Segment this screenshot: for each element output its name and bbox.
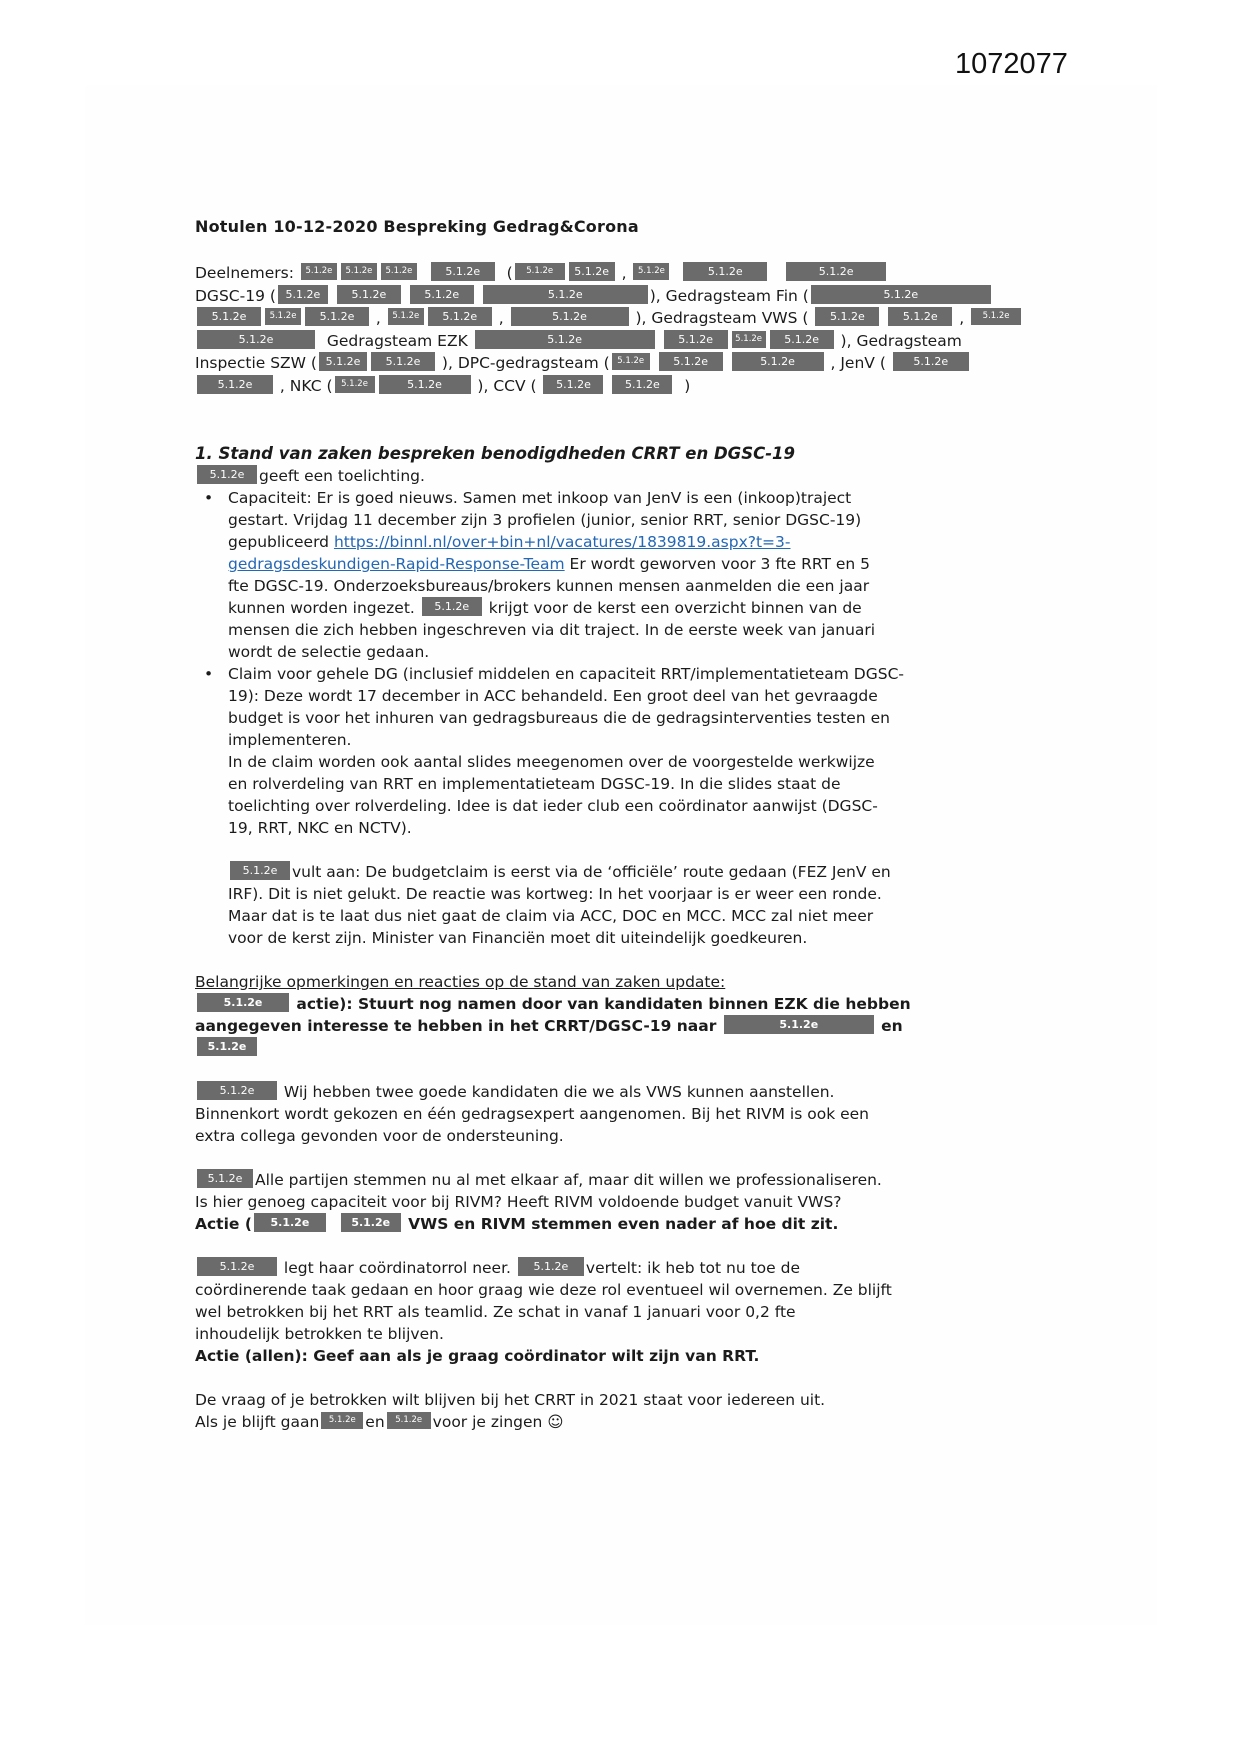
text-run: Alle partijen stemmen nu al met elkaar af, maar dit willen we professionaliseren. — [255, 1171, 882, 1189]
doc-line — [195, 397, 975, 443]
doc-line — [195, 285, 975, 308]
redaction-box: 5.1.2e — [732, 352, 824, 371]
text-run: vult aan: De budgetclaim is eerst via de ‘officiële’ route gedaan (FEZ JenV en — [292, 863, 891, 881]
doc-line — [195, 531, 975, 553]
redaction-box: 5.1.2e — [475, 330, 655, 349]
doc-line — [195, 795, 975, 817]
redaction-box: 5.1.2e — [971, 308, 1021, 325]
doc-line — [195, 861, 975, 883]
doc-line — [195, 883, 975, 905]
text-run: , — [371, 309, 386, 327]
doc-line — [195, 509, 975, 531]
redaction-box: 5.1.2e — [732, 331, 766, 348]
text-run: Binnenkort wordt gekozen en één gedragsexpert aangenomen. Bij het RIVM is ook een — [195, 1105, 870, 1123]
doc-line — [195, 1169, 975, 1191]
doc-line — [195, 307, 1010, 330]
text-run: legt haar coördinatorrol neer. — [279, 1259, 516, 1277]
doc-line — [195, 949, 975, 971]
text-run: Maar dat is te laat dus niet gaat de claim via ACC, DOC en MCC. MCC zal niet meer — [228, 907, 874, 925]
redaction-box: 5.1.2e — [230, 861, 290, 880]
doc-line — [195, 1059, 975, 1081]
redaction-box: 5.1.2e — [770, 330, 834, 349]
doc-line — [195, 685, 975, 707]
doc-line — [195, 971, 975, 993]
text-run: Gedragsteam EZK — [317, 331, 473, 350]
text-run: Deelnemers: — [195, 264, 299, 282]
text-run: geeft een toelichting. — [259, 467, 425, 485]
text-run: budget is voor het inhuren van gedragsbureaus die de gedragsinterventies testen en — [228, 709, 890, 727]
doc-line — [195, 216, 975, 238]
redaction-box: 5.1.2e — [724, 1015, 874, 1034]
text-run: , NKC ( — [275, 376, 333, 395]
document-content — [195, 216, 1010, 1433]
text-run: ), Gedragsteam VWS ( — [630, 309, 814, 327]
text-run: ), Gedragsteam — [835, 331, 962, 350]
redaction-box: 5.1.2e — [379, 375, 471, 394]
text-run: implementeren. — [228, 731, 352, 749]
text-run: Wij hebben twee goede kandidaten die we als VWS kunnen aanstellen. — [279, 1083, 835, 1101]
redaction-box: 5.1.2e — [815, 307, 879, 326]
redaction-box: 5.1.2e — [422, 597, 482, 616]
doc-line — [195, 751, 975, 773]
doc-line — [195, 1081, 975, 1103]
text-run: Claim voor gehele DG (inclusief middelen en capaciteit RRT/implementatieteam DGSC- — [228, 665, 904, 683]
redaction-box: 5.1.2e — [543, 375, 603, 394]
text-run: gepubliceerd — [228, 533, 334, 551]
redaction-box: 5.1.2e — [197, 1257, 277, 1276]
text-run: ( — [496, 264, 513, 282]
text-run: en rolverdeling van RRT en implementatieteam DGSC-19. In die slides staat de — [228, 775, 841, 793]
text-run: DGSC-19 ( — [195, 286, 276, 305]
redaction-box: 5.1.2e — [321, 1412, 363, 1429]
text-run: voor de kerst zijn. Minister van Financiën moet dit uiteindelijk goedkeuren. — [228, 929, 808, 947]
doc-line — [195, 597, 975, 619]
text-run: Actie ( — [195, 1215, 252, 1233]
text-run: Er wordt geworven voor 3 fte RRT en 5 — [564, 555, 871, 573]
doc-line — [195, 238, 975, 262]
redaction-box: 5.1.2e — [197, 993, 289, 1012]
text-run — [769, 264, 784, 282]
text-run — [330, 287, 335, 305]
redaction-box: 5.1.2e — [410, 285, 474, 304]
doc-line — [195, 839, 975, 861]
text-run: ), CCV ( — [472, 376, 542, 395]
doc-line — [195, 1103, 975, 1125]
text-run: In de claim worden ook aantal slides meegenomen over de voorgestelde werkwijze — [228, 753, 875, 771]
redaction-box: 5.1.2e — [811, 285, 991, 304]
redaction-box: 5.1.2e — [893, 352, 969, 371]
text-run: kunnen worden ingezet. — [228, 599, 420, 617]
doc-line — [195, 1345, 975, 1367]
redaction-box: 5.1.2e — [278, 285, 328, 304]
text-run: Capaciteit: Er is goed nieuws. Samen met inkoop van JenV is een (inkoop)traject — [228, 489, 852, 507]
redaction-box: 5.1.2e — [197, 307, 261, 326]
redaction-box: 5.1.2e — [305, 307, 369, 326]
doc-line — [195, 1015, 975, 1037]
text-run: , — [954, 309, 970, 327]
text-run: voor je zingen ☺ — [432, 1413, 564, 1431]
text-run: Is hier genoeg capaciteit voor bij RIVM? Heeft RIVM voldoende budget vanuit VWS? — [195, 1193, 842, 1211]
redaction-box: 5.1.2e — [197, 1037, 257, 1056]
text-run: wel betrokken bij het RRT als teamlid. Ze schat in vanaf 1 januari voor 0,2 fte — [195, 1303, 796, 1321]
redaction-box: 5.1.2e — [197, 465, 257, 484]
text-run: coördinerende taak gedaan en hoor graag wie deze rol eventueel wil overnemen. Ze blijft — [195, 1281, 892, 1299]
redaction-box: 5.1.2e — [371, 352, 435, 371]
text-run: 1. Stand van zaken bespreken benodigdheden CRRT en DGSC-19 — [195, 444, 796, 463]
text-run — [419, 264, 429, 282]
redaction-box: 5.1.2e — [197, 1081, 277, 1100]
redaction-box: 5.1.2e — [659, 352, 723, 371]
text-run: Inspectie SZW ( — [195, 354, 317, 372]
redaction-box: 5.1.2e — [428, 307, 492, 326]
doc-line — [195, 817, 975, 839]
redaction-box: 5.1.2e — [786, 262, 886, 281]
doc-line — [195, 1367, 975, 1389]
text-run — [671, 264, 681, 282]
text-run: gestart. Vrijdag 11 december zijn 3 profielen (junior, senior RRT, senior DGSC-19) — [228, 511, 862, 529]
text-run: krijgt voor de kerst een overzicht binnen van de — [483, 599, 862, 617]
redaction-box: 5.1.2e — [301, 263, 337, 280]
text-run: ), Gedragsteam Fin ( — [649, 286, 809, 305]
text-run: IRF). Dit is niet gelukt. De reactie was kortweg: In het voorjaar is er weer een ronde. — [228, 885, 882, 903]
text-run: De vraag of je betrokken wilt blijven bij het CRRT in 2021 staat voor iedereen uit. — [195, 1391, 826, 1409]
text-run: extra collega gevonden voor de ondersteuning. — [195, 1127, 564, 1145]
redaction-box: 5.1.2e — [341, 263, 377, 280]
vacancy-link[interactable]: gedragsdeskundigen-Rapid-Response-Team — [228, 555, 565, 573]
text-run: Notulen 10-12-2020 Bespreking Gedrag&Corona — [195, 217, 639, 236]
doc-line — [195, 1411, 975, 1433]
text-run: VWS en RIVM stemmen even nader af hoe dit zit. — [402, 1215, 839, 1233]
redaction-box: 5.1.2e — [511, 307, 629, 326]
redaction-box: 5.1.2e — [388, 308, 424, 325]
redaction-box: 5.1.2e — [569, 262, 615, 281]
doc-line — [195, 330, 975, 353]
text-run — [657, 332, 662, 350]
text-run: ) — [674, 376, 691, 395]
doc-line — [195, 707, 975, 729]
doc-line — [195, 1389, 975, 1411]
doc-line — [195, 443, 975, 465]
doc-line — [195, 641, 975, 663]
redaction-box: 5.1.2e — [664, 330, 728, 349]
text-run — [881, 309, 886, 327]
redaction-box: 5.1.2e — [197, 1169, 253, 1188]
text-run — [328, 1215, 339, 1233]
redaction-box: 5.1.2e — [888, 307, 952, 326]
text-run: 19): Deze wordt 17 december in ACC behandeld. Een groot deel van het gevraagde — [228, 687, 878, 705]
text-run: fte DGSC-19. Onderzoeksbureaus/brokers kunnen mensen aanmelden die een jaar — [228, 577, 870, 595]
text-run: en — [875, 1017, 903, 1035]
doc-line — [195, 773, 975, 795]
text-run — [725, 354, 730, 372]
text-run: aangegeven interesse te hebben in het CRRT/DGSC-19 naar — [195, 1017, 722, 1035]
redaction-box: 5.1.2e — [197, 330, 315, 349]
redaction-box: 5.1.2e — [254, 1213, 326, 1232]
text-run: vertelt: ik heb tot nu toe de — [585, 1259, 801, 1277]
redaction-box: 5.1.2e — [515, 263, 565, 280]
redaction-box: 5.1.2e — [341, 1213, 401, 1232]
doc-line — [195, 1037, 975, 1059]
doc-line — [195, 1191, 975, 1213]
doc-line — [195, 262, 975, 285]
text-run: toelichting over rolverdeling. Idee is dat ieder club een coördinator aanwijst (DGSC- — [228, 797, 878, 815]
doc-line — [195, 465, 975, 487]
redaction-box: 5.1.2e — [612, 353, 650, 370]
doc-line — [195, 1147, 975, 1169]
redaction-box: 5.1.2e — [197, 375, 273, 394]
text-run: 19, RRT, NKC en NCTV). — [228, 819, 412, 837]
text-run: mensen die zich hebben ingeschreven via dit traject. In de eerste week van januari — [228, 621, 876, 639]
redaction-box: 5.1.2e — [381, 263, 417, 280]
redaction-box: 5.1.2e — [633, 263, 669, 280]
doc-line — [195, 927, 975, 949]
doc-line — [195, 729, 975, 751]
text-run: , — [493, 309, 509, 327]
text-run — [652, 354, 657, 372]
redaction-box: 5.1.2e — [319, 352, 367, 371]
doc-line — [195, 905, 975, 927]
doc-line — [195, 1301, 975, 1323]
text-run: wordt de selectie gedaan. — [228, 643, 430, 661]
text-run: actie): Stuurt nog namen door van kandidaten binnen EZK die hebben — [291, 995, 911, 1013]
doc-line — [195, 663, 975, 685]
doc-line — [195, 1235, 975, 1257]
text-run: Actie (allen): Geef aan als je graag coördinator wilt zijn van RRT. — [195, 1347, 760, 1365]
doc-line — [195, 375, 975, 398]
doc-line — [195, 993, 975, 1015]
doc-line — [195, 1279, 975, 1301]
text-run: inhoudelijk betrokken te blijven. — [195, 1325, 444, 1343]
redaction-box: 5.1.2e — [612, 375, 672, 394]
redaction-box: 5.1.2e — [683, 262, 767, 281]
redaction-box: 5.1.2e — [483, 285, 648, 304]
vacancy-link[interactable]: https://binnl.nl/over+bin+nl/vacatures/1839819.aspx?t=3- — [333, 533, 791, 551]
doc-line — [195, 1213, 975, 1235]
doc-line — [195, 352, 975, 375]
redaction-box: 5.1.2e — [335, 376, 375, 393]
redaction-box: 5.1.2e — [387, 1412, 431, 1429]
doc-line — [195, 619, 975, 641]
doc-line — [195, 1125, 975, 1147]
text-run — [476, 287, 481, 305]
redaction-box: 5.1.2e — [337, 285, 401, 304]
doc-line — [195, 1257, 975, 1279]
text-run: , JenV ( — [825, 354, 891, 372]
redaction-box: 5.1.2e — [265, 308, 301, 325]
text-run: Als je blijft gaan — [195, 1413, 320, 1431]
doc-line — [195, 1323, 975, 1345]
text-run: , — [616, 264, 632, 282]
document-number: 1072077 — [955, 48, 1068, 80]
redaction-box: 5.1.2e — [518, 1257, 584, 1276]
doc-line — [195, 575, 975, 597]
text-run: Belangrijke opmerkingen en reacties op de stand van zaken update: — [195, 973, 726, 991]
text-run: ), DPC-gedragsteam ( — [436, 354, 610, 372]
text-run — [403, 287, 408, 305]
doc-line — [195, 487, 975, 509]
doc-line — [195, 553, 975, 575]
redaction-box: 5.1.2e — [431, 262, 495, 281]
text-run: en — [365, 1413, 385, 1431]
text-run — [605, 377, 610, 395]
